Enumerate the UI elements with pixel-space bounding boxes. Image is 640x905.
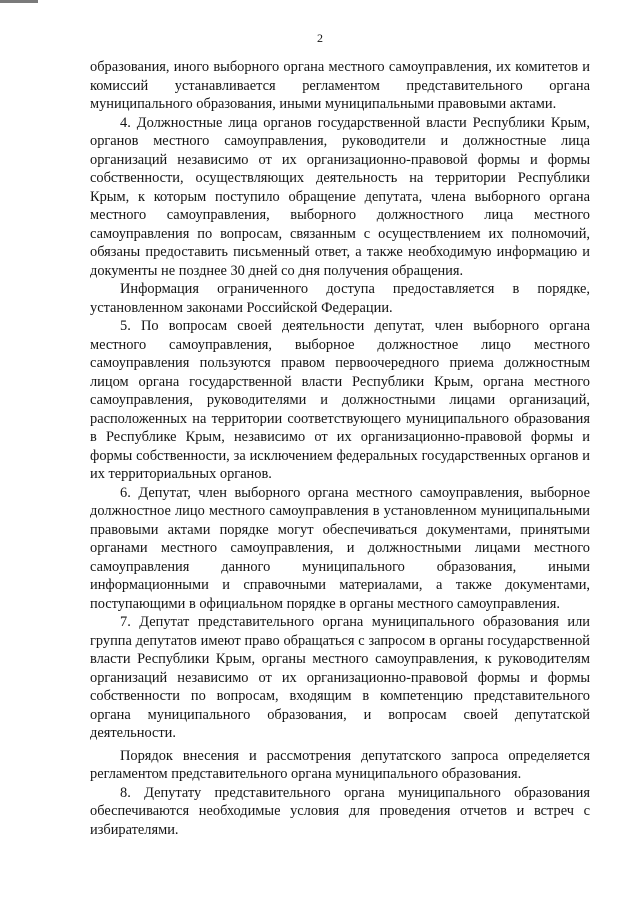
paragraph-restricted-info: Информация ограниченного доступа предоставляется в порядке, установленном законами Российской Федерации. bbox=[90, 281, 590, 316]
paragraph-8: 8. Депутату представительного органа муниципального образования обеспечиваются необходимые условия для проведения отчетов и встреч с избирателями. bbox=[90, 784, 590, 838]
paragraph-5: 5. По вопросам своей деятельности депутат, член выборного органа местного самоуправления, выборное должностное лицо местного самоуправления пользуются правом первоочередного приема должностным лицом органа государственной власти Республики Крым, органа местного самоуправления, руководителями и должностными лицами организаций, расположенных на территории соответствующего муниципального образования в Республике Крым, независимо от их организационно-правовой формы и формы собственности, за исключением федеральных государственных органов и их территориальных органов. bbox=[90, 318, 590, 482]
paragraph-7: 7. Депутат представительного органа муниципального образования или группа депутатов имеют право обращаться с запросом в органы государственной власти Республики Крым, органы местного самоуправления, к руководителям организаций независимо от их организационно-правовой формы и формы собственности по вопросам, входящим в компетенцию представительного органа муниципального образования, и вопросам своей депутатской деятельности. bbox=[90, 614, 590, 741]
paragraph-continuation: образования, иного выборного органа местного самоуправления, их комитетов и комиссий устанавливается регламентом представительного органа муниципального образования, иными муниципальными правовыми актами. bbox=[90, 59, 590, 112]
scan-corner-mark bbox=[0, 0, 38, 3]
page-number: 2 bbox=[317, 31, 323, 45]
paragraph-4: 4. Должностные лица органов государственной власти Республики Крым, органов местного самоуправления, руководители и должностные лица организаций независимо от их организационно-правовой формы и формы собственности, осуществляющих деятельность на территории Республики Крым, к которым поступило обращение депутата, члена выборного органа местного самоуправления, выборного должностного лица местного самоуправления по вопросам, связанным с осуществлением их полномочий, обязаны предоставить письменный ответ, а также необходимую информацию и документы не позднее 30 дней со дня получения обращения. bbox=[90, 114, 590, 279]
paragraph-6: 6. Депутат, член выборного органа местного самоуправления, выборное должностное лицо местного самоуправления в установленном муниципальными правовыми актами порядке могут обеспечиваться документами, принятыми органами местного самоуправления, и должностными лицами местного самоуправления данного муниципального образования, иными информационными и справочными материалами, а также документами, поступающими в официальном порядке в органы местного самоуправления. bbox=[90, 484, 590, 612]
document-body bbox=[90, 58, 590, 839]
paragraph-inquiry-procedure: Порядок внесения и рассмотрения депутатского запроса определяется регламентом представительного органа муниципального образования. bbox=[90, 747, 590, 782]
